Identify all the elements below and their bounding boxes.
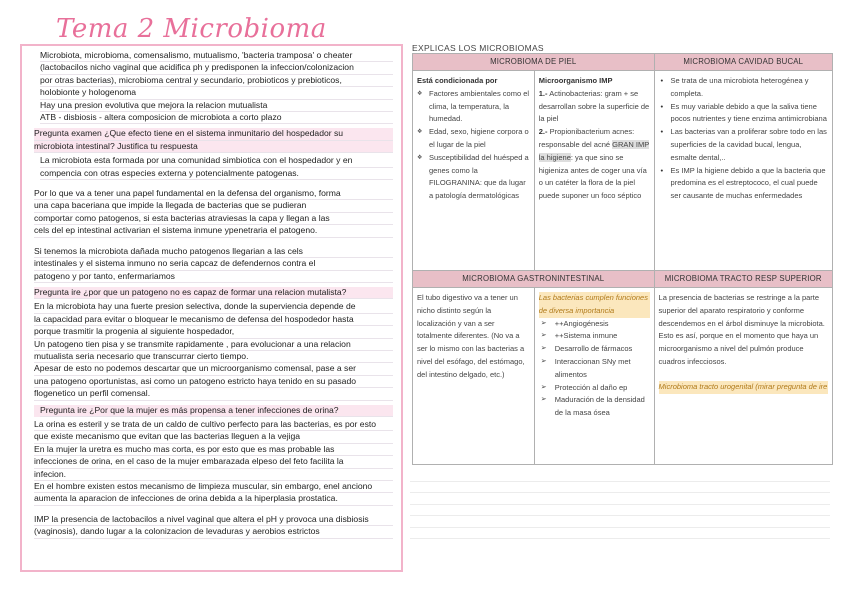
page-title: Tema 2 Microbioma [56, 14, 327, 44]
header-gastro: MICROBIOMA GASTRONINTESTINAL [413, 271, 655, 288]
piel-factor-item: ❖ Factores ambientales como el clima, la temperatura, la humedad. [417, 88, 530, 126]
gastro-funcion-item: ➢ Maduración de la densidad de la masa ósea [539, 394, 650, 420]
notes-answer-1a [34, 155, 393, 180]
note-line: En el hombre existen estos mecanismo de limpieza muscular, sin embargo, enel anciono [34, 481, 393, 493]
note-line: ATB - disbiosis - altera composicion de microbiota a corto plazo [40, 112, 393, 124]
note-line: Por lo que va a tener una papel fundamental en la defensa del organismo, forma [34, 188, 393, 200]
note-line: Pregunta ire ¿Por que la mujer es más propensa a tener infecciones de orina? [40, 405, 393, 417]
cell-piel-microorganismos: Microorganismo IMP 1.- Actinobacterias: gram + se desarrollan sobre la superficie de la piel 2.- Propionibacterium acnes: responsable del acné GRAN IMP la higiene: ya que sino se higieniza antes de coger una vía o un catéter la flora de la piel puede suponer un foco séptico [534, 71, 654, 271]
note-line: infecciones de orina, en el caso de la mujer embarazada elpeso del feto facilita la [34, 456, 393, 468]
note-line: En la microbiota hay una fuerte presion selectiva, donde la superviencia depende de [34, 301, 393, 313]
note-line: Un patogeno tien pisa y se transmite rapidamente , para evolucionar a una relacion [34, 339, 393, 351]
exam-question-2 [34, 287, 393, 299]
note-line: microbiota intestinal? Justifica tu respuesta [34, 141, 393, 153]
note-line: holobionte y hologenoma [40, 87, 393, 99]
highlight-funciones: Las bacterias cumplen funciones de diversa importancia [539, 292, 650, 318]
notebook-lines [410, 470, 830, 539]
microbioma-table [412, 53, 833, 465]
bucal-item: • Se trata de una microbiota heterogénea y completa. [659, 75, 828, 101]
note-line: Apesar de esto no podemos descartar que un microorganismo comensal, pase a ser [34, 363, 393, 375]
note-line: compencia con otras especies externa y potencialmente patogenas. [40, 168, 393, 180]
highlight-urogenital: Microbioma tracto urogenital (mirar pregunta de ire [659, 381, 828, 394]
note-line: Pregunta ire ¿por que un patogeno no es capaz de formar una relacion mutalista? [34, 287, 393, 299]
note-line: porque trasmitir la progenia al siguiente hospedador, [34, 326, 393, 338]
note-line: Pregunta examen ¿Que efecto tiene en el sistema inmunitario del hospedador su [34, 128, 393, 140]
gastro-funcion-item: ➢ Protección al daño ep [539, 382, 650, 395]
note-line: intestinales y el sistema inmuno no seria capcaz de defendernos contra el [34, 258, 393, 270]
note-line: cels del ep intestinal activarian el sistema inmune ypenetraria el patogeno. [34, 225, 393, 237]
note-line: una patogeno oportunistas, asi como un patogeno estricto haya tenido en su pasado [34, 376, 393, 388]
note-line: patogeno y por tanto, enfermariamos [34, 271, 393, 283]
notes-answer-2 [34, 301, 393, 400]
header-resp: MICROBIOMA TRACTO RESP SUPERIOR [654, 271, 832, 288]
cell-gastro-funciones [534, 288, 654, 465]
cell-piel-condiciones: Está condicionada por ❖ Factores ambientales como el clima, la temperatura, la humedad. ❖ Edad, sexo, higiene corpora o el lugar de la piel ❖ Susceptibilidad del huésped a genes como la FILOGRANINA: que da lugar a patología dermatológicas [413, 71, 535, 271]
note-line: En la mujer la uretra es mucho mas corta, es por esto que es mas probable las [34, 444, 393, 456]
cell-gastro-nicho: El tubo digestivo va a tener un nicho distinto según la localización y van a ser totalmente diferentes. (No va a ser lo mismo con las bacterias a nivel del esófago, del estómago, del intestino delgado, etc.) [413, 288, 535, 465]
highlight-higiene: GRAN IMP la higiene [538, 139, 650, 162]
exam-question-1 [34, 128, 393, 153]
notes-answer-4 [34, 514, 393, 539]
table-caption: EXPLICAS LOS MICROBIOMAS [412, 43, 544, 53]
exam-question-3 [34, 405, 393, 417]
note-line: Si tenemos la microbiota dañada mucho patogenos llegarian a las cels [34, 246, 393, 258]
note-line: La microbiota esta formada por una comunidad simbiotica con el hospedador y en [40, 155, 393, 167]
note-line: que existe mecanismo que evitan que las bacterias lleguen a la vejiga [34, 431, 393, 443]
note-line: La orina es esteril y se trata de un caldo de cultivo perfecto para las bacterias, es por esto [34, 419, 393, 431]
gastro-funcion-item: ➢ Interaccionan SNy met alimentos [539, 356, 650, 382]
cell-resp: La presencia de bacterias se restringe a la parte superior del aparato respiratorio y conforme descendemos en el árbol disminuye la microbiota. Esto es así, porque en el momento que haya un microorganismo a nivel del pulmón produce cuadros infecciosos. Microbioma tracto urogenital (mirar pregunta de ire [654, 288, 832, 465]
note-line: Microbiota, microbioma, comensalismo, mutualismo, 'bacteria tramposa' o cheater [40, 50, 393, 62]
note-line: Hay una presion evolutiva que mejora la relacion mutualista [40, 100, 393, 112]
note-line: flogenetico un perfil comensal. [34, 388, 393, 400]
note-line: mutualista seria necesario que transcurrar cierto tiempo. [34, 351, 393, 363]
note-line: infecion. [34, 469, 393, 481]
header-piel: MICROBIOMA DE PIEL [413, 54, 655, 71]
note-line: (lactobacilos nicho vaginal que acidifica ph y predisponen la infeccion/colonizacion [40, 62, 393, 74]
bucal-item: • Es muy variable debido a que la saliva tiene pocos nutrientes y tiene enzima antimicrobiana [659, 101, 828, 127]
bucal-item: • Las bacterias van a proliferar sobre todo en las superficies de la cavidad bucal, lengua, esmalte dental,.. [659, 126, 828, 164]
note-line: aumenta la aparacion de infecciones de orina debida a la hiperplasia prostatica. [34, 493, 393, 505]
gastro-funcion-item: ➢ ++Sistema inmune [539, 330, 650, 343]
note-line: (vaginosis), dando lugar a la colonizacion de levaduras y aerobios estrictos [34, 526, 393, 538]
piel-factor-item: ❖ Edad, sexo, higiene corpora o el lugar de la piel [417, 126, 530, 152]
gastro-funcion-item: ➢ Desarrollo de fármacos [539, 343, 650, 356]
note-line: una capa baceriana que impide la llegada de bacterias que se pudieran [34, 200, 393, 212]
header-bucal: MICROBIOMA CAVIDAD BUCAL [654, 54, 832, 71]
gastro-funcion-item: ➢ ++Angiogénesis [539, 318, 650, 331]
notes-answer-1b [34, 188, 393, 238]
note-line: por otras bacterias), microbioma central y secundario, probioticos y prebioticos, [40, 75, 393, 87]
notes-answer-3 [34, 419, 393, 506]
cell-bucal [654, 71, 832, 271]
note-line: IMP la presencia de lactobacilos a nivel vaginal que altera el pH y provoca una disbiosis [34, 514, 393, 526]
notes-answer-1c [34, 246, 393, 283]
notes-intro [34, 50, 393, 124]
notes-panel [20, 44, 403, 572]
note-line: comportar como patogenos, si esta bacterias atraviesas la capa y llegan a las [34, 213, 393, 225]
piel-factor-item: ❖ Susceptibilidad del huésped a genes como la FILOGRANINA: que da lugar a patología dermatológicas [417, 152, 530, 203]
note-line: la capacidad para evitar o bloquear le mecanismo de defensa del hospodedor hasta [34, 314, 393, 326]
bucal-item: • Es IMP la higiene debido a que la bacteria que predomina es el estreptococo, el cual puede ser causante de muchas enfermedades [659, 165, 828, 203]
